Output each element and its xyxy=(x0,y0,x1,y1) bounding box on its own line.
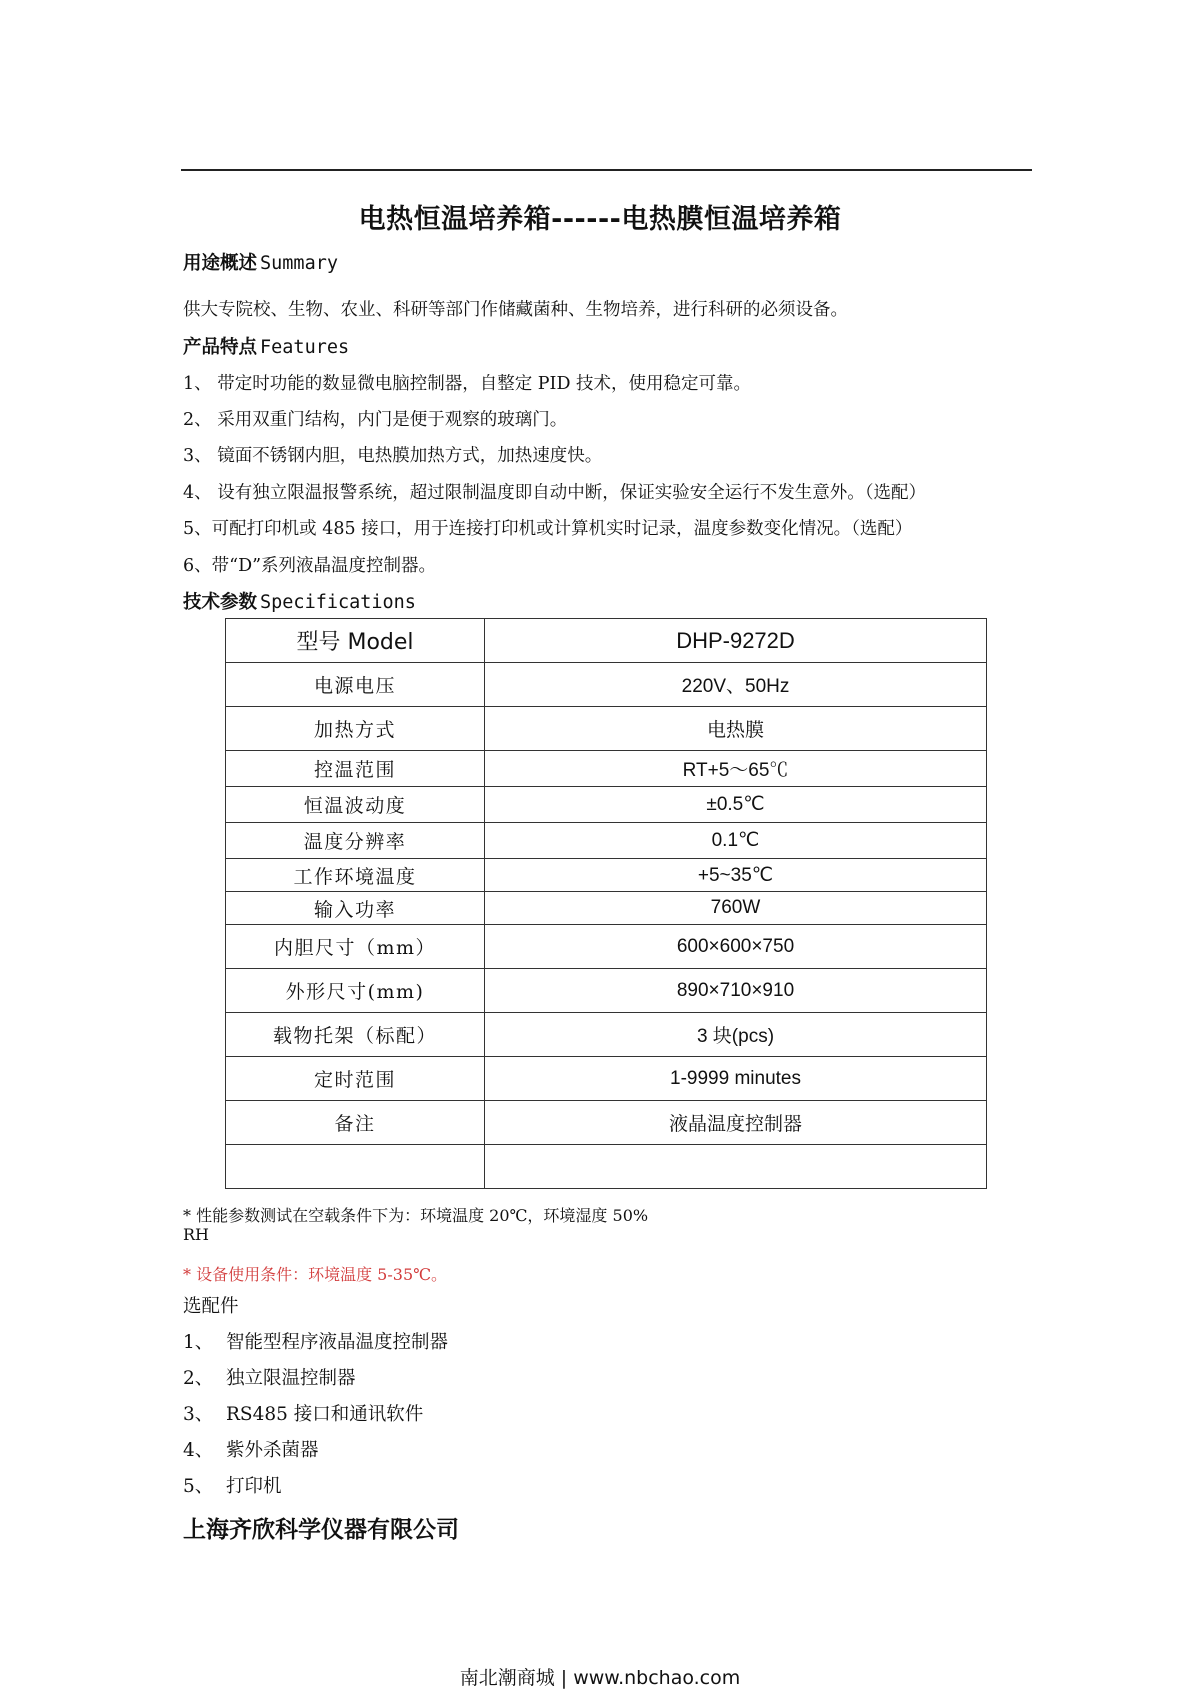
spec-label xyxy=(226,1145,485,1189)
spec-value xyxy=(485,1145,987,1189)
table-row-empty xyxy=(226,1145,987,1189)
spec-value: 890×710×910 xyxy=(485,969,987,1013)
spec-value: 电热膜 xyxy=(485,707,987,751)
option-text: 紫外杀菌器 xyxy=(226,1440,319,1461)
footer-link[interactable]: 南北潮商城 | www.nbchao.com xyxy=(459,1667,741,1689)
summary-heading-zh: 用途概述 xyxy=(183,253,258,274)
table-row xyxy=(226,859,987,892)
spec-value: DHP-9272D xyxy=(485,619,987,663)
usage-condition-note: * 设备使用条件：环境温度 5-35℃。 xyxy=(183,1265,448,1284)
options-heading: 选配件 xyxy=(183,1296,239,1317)
feature-item: 3、 镜面不锈钢内胆，电热膜加热方式，加热速度快。 xyxy=(183,446,603,466)
spec-value: 600×600×750 xyxy=(485,925,987,969)
option-number: 2、 xyxy=(183,1368,214,1389)
spec-label: 外形尺寸(mm) xyxy=(226,969,485,1013)
feature-item: 6、带“D”系列液晶温度控制器。 xyxy=(183,556,437,576)
option-number: 1、 xyxy=(183,1332,214,1353)
option-number: 4、 xyxy=(183,1440,214,1461)
list-item xyxy=(183,1472,282,1498)
spec-value: +5~35℃ xyxy=(485,859,987,892)
summary-heading xyxy=(183,249,338,275)
spec-label: 加热方式 xyxy=(226,707,485,751)
spec-label: 备注 xyxy=(226,1101,485,1145)
spec-label: 控温范围 xyxy=(226,751,485,787)
list-item xyxy=(183,1436,319,1462)
table-row xyxy=(226,1013,987,1057)
option-text: 打印机 xyxy=(226,1476,282,1497)
table-row xyxy=(226,1057,987,1101)
specs-heading-zh: 技术参数 xyxy=(183,592,258,613)
list-item xyxy=(183,1328,448,1354)
feature-item: 1、 带定时功能的数显微电脑控制器，自整定 PID 技术，使用稳定可靠。 xyxy=(183,374,752,394)
spec-value: 220V、50Hz xyxy=(485,663,987,707)
list-item xyxy=(183,1400,423,1426)
table-row xyxy=(226,1101,987,1145)
test-condition-note: * 性能参数测试在空载条件下为：环境温度 20℃，环境湿度 50% xyxy=(183,1206,649,1225)
spec-row-model xyxy=(226,619,987,663)
feature-item: 2、 采用双重门结构，内门是便于观察的玻璃门。 xyxy=(183,410,568,430)
document-title: 电热恒温培养箱------电热膜恒温培养箱 xyxy=(358,204,842,235)
table-row xyxy=(226,787,987,823)
table-row xyxy=(226,707,987,751)
company-name: 上海齐欣科学仪器有限公司 xyxy=(183,1517,459,1543)
features-heading xyxy=(183,333,349,359)
header-rule xyxy=(181,169,1032,171)
table-row xyxy=(226,823,987,859)
spec-value: 液晶温度控制器 xyxy=(485,1101,987,1145)
test-condition-note-cont: RH xyxy=(183,1225,209,1244)
summary-text: 供大专院校、生物、农业、科研等部门作储藏菌种、生物培养，进行科研的必须设备。 xyxy=(183,300,848,320)
spec-value: 760W xyxy=(485,892,987,925)
spec-value: ±0.5℃ xyxy=(485,787,987,823)
features-heading-en: Features xyxy=(260,337,350,358)
features-heading-zh: 产品特点 xyxy=(183,337,258,358)
spec-table xyxy=(225,618,987,1189)
spec-label: 输入功率 xyxy=(226,892,485,925)
spec-label: 电源电压 xyxy=(226,663,485,707)
specs-heading-en: Specifications xyxy=(260,592,416,613)
spec-label: 内胆尺寸（mm） xyxy=(226,925,485,969)
table-row xyxy=(226,892,987,925)
spec-value: 0.1℃ xyxy=(485,823,987,859)
specs-heading xyxy=(183,588,416,614)
table-row xyxy=(226,751,987,787)
list-item xyxy=(183,1364,356,1390)
table-row xyxy=(226,663,987,707)
feature-item: 4、 设有独立限温报警系统，超过限制温度即自动中断，保证实验安全运行不发生意外。（选配） xyxy=(183,483,926,503)
summary-heading-en: Summary xyxy=(260,253,338,274)
spec-value: 3 块(pcs) xyxy=(485,1013,987,1057)
spec-value: 1-9999 minutes xyxy=(485,1057,987,1101)
spec-label: 温度分辨率 xyxy=(226,823,485,859)
option-text: 独立限温控制器 xyxy=(226,1368,356,1389)
option-number: 5、 xyxy=(183,1476,214,1497)
feature-item: 5、可配打印机或 485 接口，用于连接打印机或计算机实时记录，温度参数变化情况。（选配） xyxy=(183,519,913,539)
spec-label: 恒温波动度 xyxy=(226,787,485,823)
option-text: 智能型程序液晶温度控制器 xyxy=(226,1332,449,1353)
spec-value: RT+5～65℃ xyxy=(485,751,987,787)
option-number: 3、 xyxy=(183,1404,214,1425)
spec-label: 定时范围 xyxy=(226,1057,485,1101)
spec-label: 载物托架（标配） xyxy=(226,1013,485,1057)
table-row xyxy=(226,969,987,1013)
spec-label: 型号 Model xyxy=(226,619,485,663)
option-text: RS485 接口和通讯软件 xyxy=(226,1404,424,1425)
table-row xyxy=(226,925,987,969)
spec-label: 工作环境温度 xyxy=(226,859,485,892)
